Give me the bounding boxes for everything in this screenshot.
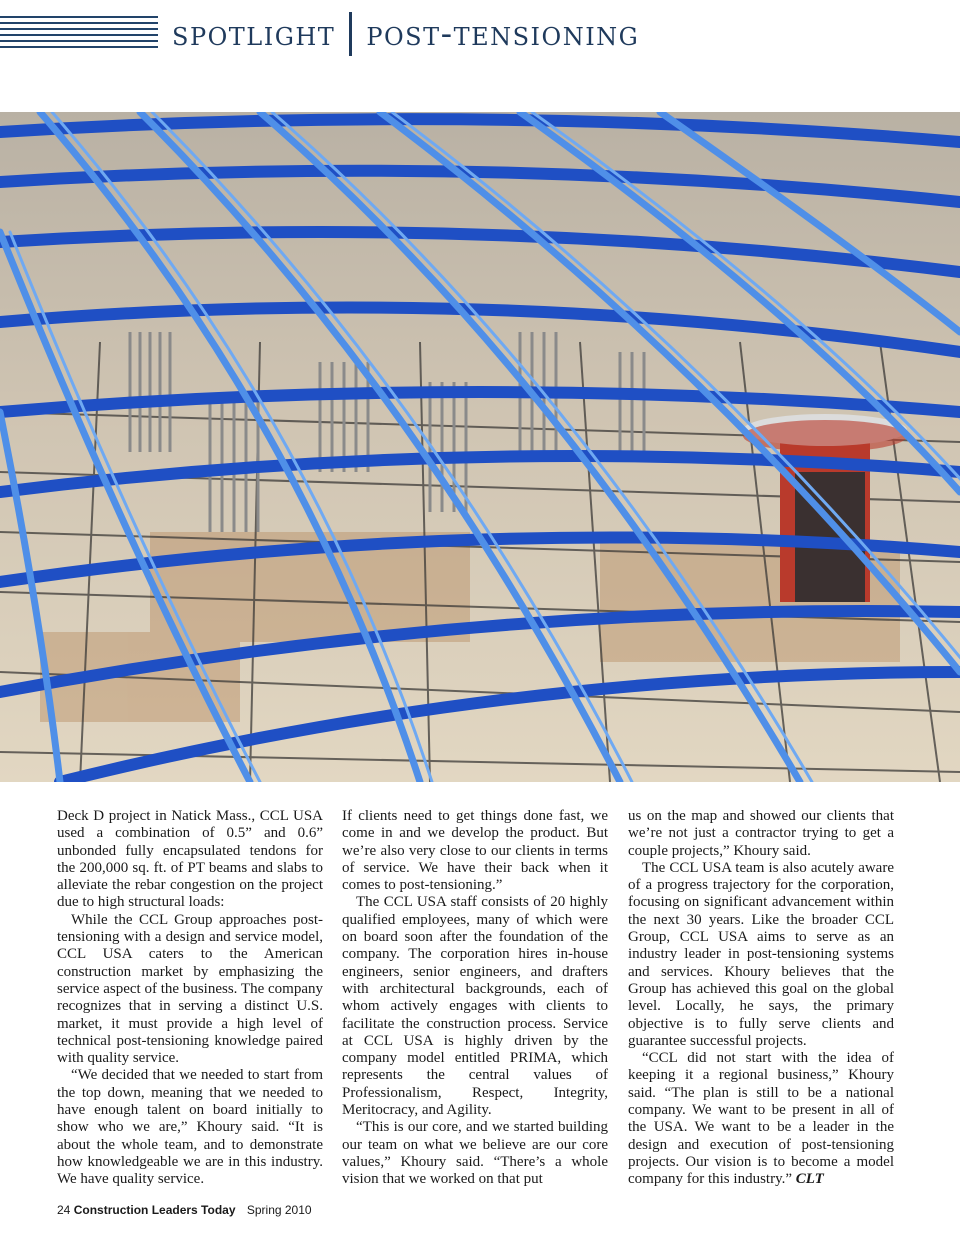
topic-label: post-tensioning <box>366 14 640 54</box>
paragraph: Deck D project in Natick Mass., CCL USA used a combination of 0.5” and 0.6” unbonded fully encapsulated tendons for the 200,000 sq. ft. of PT beams and slabs to alleviate the rebar congestion on the project due to high structural loads: <box>57 808 323 911</box>
paragraph-final <box>628 1050 894 1188</box>
article-end-signature: CLT <box>795 1171 824 1188</box>
paragraph: While the CCL Group approaches post-tensioning with a design and service model, CCL USA caters to the American construction market by emphasizing the service aspect of the business. The company recognizes that in serving a distinct U.S. market, it must provide a high level of technical post-tensioning knowledge paired with quality service. <box>57 911 323 1067</box>
paragraph: The CCL USA team is also acutely aware of a progress trajectory for the corporation, focusing on significant advancement within the next 30 years. Like the broader CCL Group, CCL USA aims to serve as an industry leader in post-tensioning systems and services. Khoury believes that the Group has achieved this goal on the global level. Locally, he says, the primary objective is to fully serve clients and guarantee successful projects. <box>628 859 894 1049</box>
page-footer <box>57 1203 312 1217</box>
construction-photo-image <box>0 112 960 782</box>
paragraph: If clients need to get things done fast, we come in and we develop the product. But we’re also very close to our clients in terms of service. We have their back when it comes to post-tensioning.” <box>342 808 608 894</box>
section-header <box>172 14 639 58</box>
article-column-2 <box>342 808 608 1189</box>
article-column-3 <box>628 808 894 1189</box>
section-label: spotlight <box>172 14 336 54</box>
header-stripes-decoration <box>0 16 158 52</box>
paragraph: “This is our core, and we started building our team on what we believe are our core values,” Khoury said. “There’s a whole vision that we worked on that put <box>342 1119 608 1188</box>
paragraph: us on the map and showed our clients that we’re not just a contractor trying to get a couple projects,” Khoury said. <box>628 808 894 859</box>
paragraph-text: “CCL did not start with the idea of keeping it a regional business,” Khoury said. “The plan is still to be a national company. We want to be present in all of the USA. We want to be a leader in the design and execution of post-tensioning projects. Our vision is to become a model company for this industry.” <box>628 1050 894 1188</box>
page-number: 24 <box>57 1203 71 1217</box>
page-header <box>0 0 960 80</box>
header-divider <box>349 12 352 56</box>
issue-date: Spring 2010 <box>246 1203 312 1217</box>
article-column-1 <box>57 808 323 1189</box>
paragraph: The CCL USA staff consists of 20 highly qualified employees, many of which were on board soon after the foundation of the company. The corporation hires in-house engineers, senior engineers, and drafters with architectural backgrounds, each of whom actively engages with clients to facilitate the construction process. Service at CCL USA is highly driven by the company model entitled PRIMA, which represents the central values of Professionalism, Respect, Integrity, Meritocracy, and Agility. <box>342 894 608 1119</box>
publication-name: Construction Leaders Today <box>73 1203 236 1217</box>
paragraph: “We decided that we needed to start from the top down, meaning that we needed to have enough talent on board initially to show who we are,” Khoury said. “It is about the whole team, and to demonstrate how knowledgeable we are in this industry. We have quality service. <box>57 1067 323 1188</box>
construction-photo <box>0 112 960 782</box>
